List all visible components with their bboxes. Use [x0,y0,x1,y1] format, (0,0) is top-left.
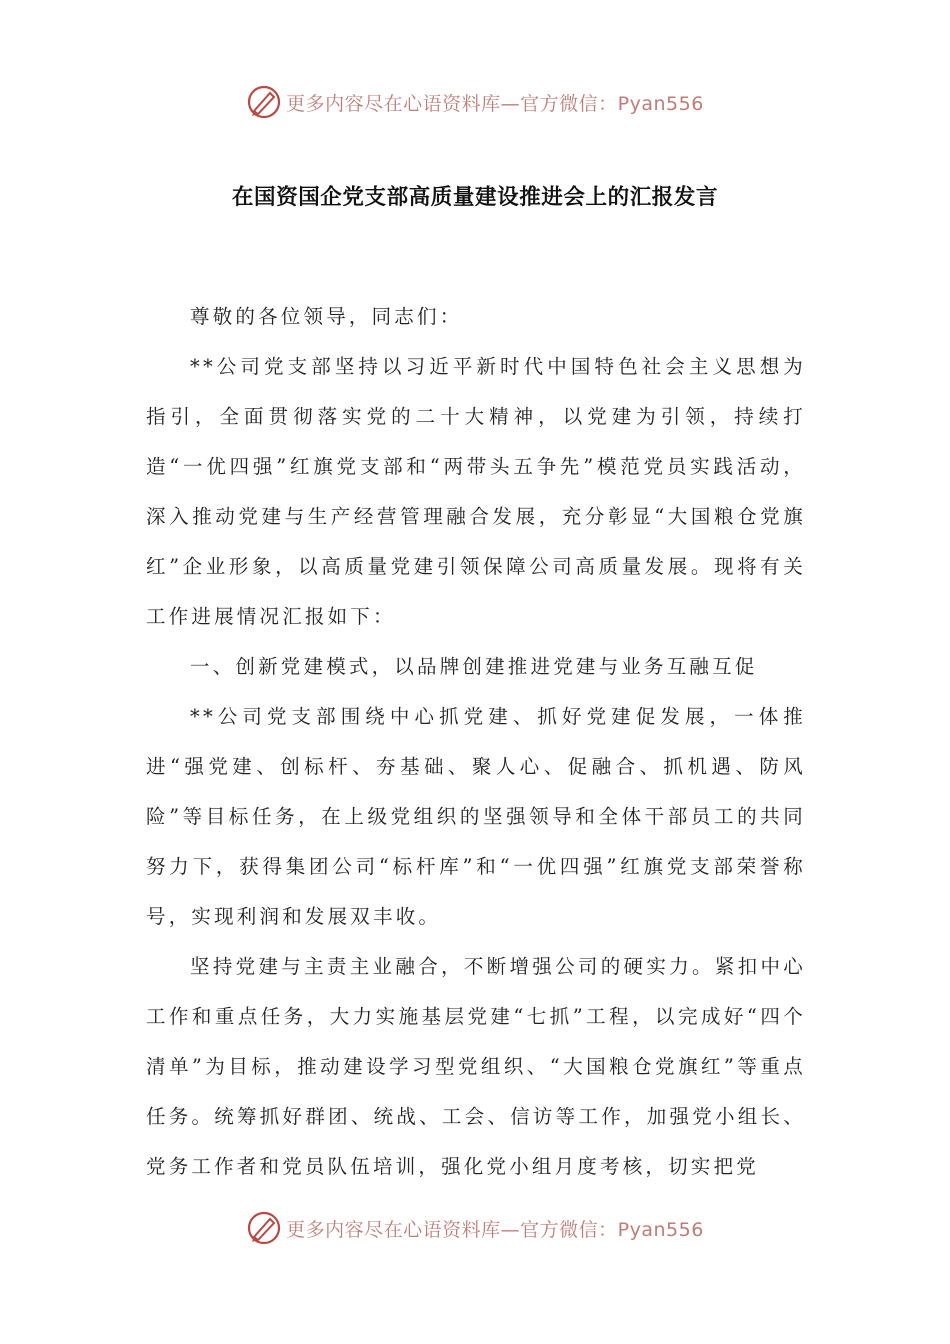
document-title: 在国资国企党支部高质量建设推进会上的汇报发言 [231,185,719,210]
document-body [146,292,806,1192]
body-paragraph: **公司党支部围绕中心抓党建、抓好党建促发展，一体推进“强党建、创标杆、夯基础、聚人心、促融合、抓机遇、防风险”等目标任务，在上级党组织的坚强领导和全体干部员工的共同努力下，获得集团公司“标杆库”和“一优四强”红旗党支部荣誉称号，实现利润和发展双丰收。 [146,705,806,928]
body-paragraph: 坚持党建与主责主业融合，不断增强公司的硬实力。紧扣中心工作和重点任务，大力实施基层党建“七抓”工程，以完成好“四个清单”为目标，推动建设学习型党组织、“大国粮仓党旗红”等重点任务。统筹抓好群团、统战、工会、信访等工作，加强党小组长、党务工作者和党员队伍培训，强化党小组月度考核，切实把党 [146,955,806,1178]
pen-logo-icon [246,84,282,120]
section-heading: 一、创新党建模式，以品牌创建推进党建与业务互融互促 [190,655,758,678]
header-watermark-banner [0,82,950,122]
pen-logo-icon [246,1210,282,1246]
footer-watermark-banner [0,1208,950,1248]
header-watermark-text: 更多内容尽在心语资料库—官方微信：Pyan556 [286,92,704,115]
footer-watermark-text: 更多内容尽在心语资料库—官方微信：Pyan556 [286,1218,704,1241]
salutation-paragraph: 尊敬的各位领导，同志们： [190,305,463,328]
intro-paragraph: **公司党支部坚持以习近平新时代中国特色社会主义思想为指引，全面贯彻落实党的二十大精神，以党建为引领，持续打造“一优四强”红旗党支部和“两带头五争先”模范党员实践活动，深入推动党建与生产经营管理融合发展，充分彰显“大国粮仓党旗红”企业形象，以高质量党建引领保障公司高质量发展。现将有关工作进展情况汇报如下： [146,355,806,628]
